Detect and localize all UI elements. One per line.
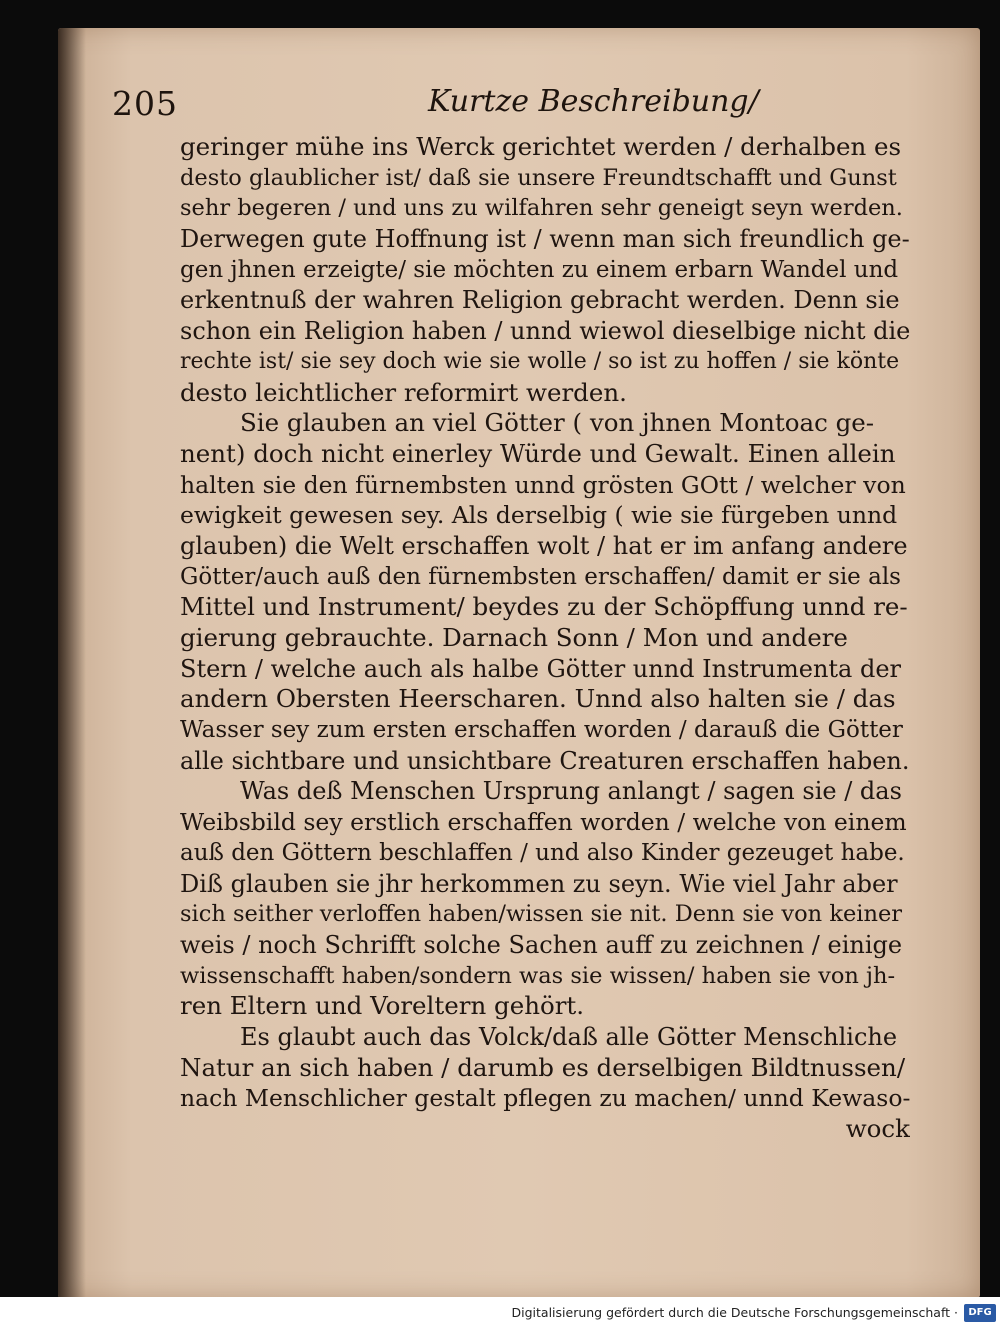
catchword: wock	[845, 1114, 910, 1143]
text-line: Weibsbild sey erstlich erschaffen worden / welche von einem	[180, 808, 907, 837]
page-number: 205	[112, 84, 178, 123]
text-line: wissenschafft haben/sondern was sie wissen/ haben sie von jh-	[180, 962, 896, 989]
text-line: Es glaubt auch das Volck/daß alle Götter Menschliche	[240, 1022, 898, 1051]
text-line: sehr begeren / und uns zu wilfahren sehr geneigt seyn werden.	[180, 195, 903, 222]
running-title: Kurtze Beschreibung/	[428, 84, 759, 119]
text-line: alle sichtbare und unsichtbare Creaturen erschaffen haben.	[180, 746, 910, 775]
text-line: Mittel und Instrument/ beydes zu der Schöpffung unnd re-	[180, 592, 908, 622]
footer-bar	[0, 1297, 1000, 1331]
text-line: gen jhnen erzeigte/ sie möchten zu einem erbarn Wandel und	[180, 256, 899, 283]
dfg-logo: DFG	[964, 1304, 996, 1322]
text-line: schon ein Religion haben / unnd wiewol dieselbige nicht die	[180, 317, 910, 346]
text-line: nent) doch nicht einerley Würde und Gewalt. Einen allein	[180, 438, 896, 468]
text-line: sich seither verloffen haben/wissen sie nit. Denn sie von keiner	[180, 901, 903, 928]
text-line: Wasser sey zum ersten erschaffen worden / darauß die Götter	[180, 717, 903, 744]
text-line: Sie glauben an viel Götter ( von jhnen Montoac ge-	[240, 408, 875, 438]
text-line: halten sie den fürnembsten unnd grösten GOtt / welcher von	[180, 470, 906, 499]
text-line: weis / noch Schrifft solche Sachen auff zu zeichnen / einige	[180, 930, 903, 959]
text-line: nach Menschlicher gestalt pflegen zu machen/ unnd Kewaso-	[180, 1084, 910, 1113]
text-line: gierung gebrauchte. Darnach Sonn / Mon und andere	[180, 623, 848, 652]
page-gutter-shadow	[58, 28, 86, 1298]
funding-credit: Digitalisierung gefördert durch die Deutsche Forschungsgemeinschaft ·	[511, 1305, 958, 1320]
text-line: ren Eltern und Voreltern gehört.	[180, 991, 585, 1021]
text-line: ewigkeit gewesen sey. Als derselbig ( wie sie fürgeben unnd	[180, 501, 898, 530]
text-line: Götter/auch auß den fürnembsten erschaffen/ damit er sie als	[180, 563, 901, 590]
text-line: rechte ist/ sie sey doch wie sie wolle / so ist zu hoffen / sie könte	[180, 348, 900, 374]
text-line: Derwegen gute Hoffnung ist / wenn man sich freundlich ge-	[180, 225, 910, 254]
text-line: glauben) die Welt erschaffen wolt / hat er im anfang andere	[180, 531, 908, 560]
body-text	[180, 132, 910, 1145]
text-line: desto leichtlicher reformirt werden.	[180, 377, 627, 407]
text-line: Diß glauben sie jhr herkommen zu seyn. Wie viel Jahr aber	[180, 869, 898, 898]
text-line: Was deß Menschen Ursprung anlangt / sagen sie / das	[240, 777, 902, 806]
text-line: geringer mühe ins Werck gerichtet werden / derhalben es	[180, 132, 902, 161]
text-line: Stern / welche auch als halbe Götter unnd Instrumenta der	[180, 654, 902, 683]
text-line: Natur an sich haben / darumb es derselbigen Bildtnussen/	[180, 1052, 906, 1082]
text-line: andern Obersten Heerscharen. Unnd also halten sie / das	[180, 684, 896, 714]
text-line: auß den Göttern beschlaffen / und also Kinder gezeuget habe.	[180, 839, 905, 866]
text-line: erkentnuß der wahren Religion gebracht werden. Denn sie	[180, 286, 900, 315]
text-line: desto glaublicher ist/ daß sie unsere Freundtschafft und Gunst	[180, 164, 897, 191]
